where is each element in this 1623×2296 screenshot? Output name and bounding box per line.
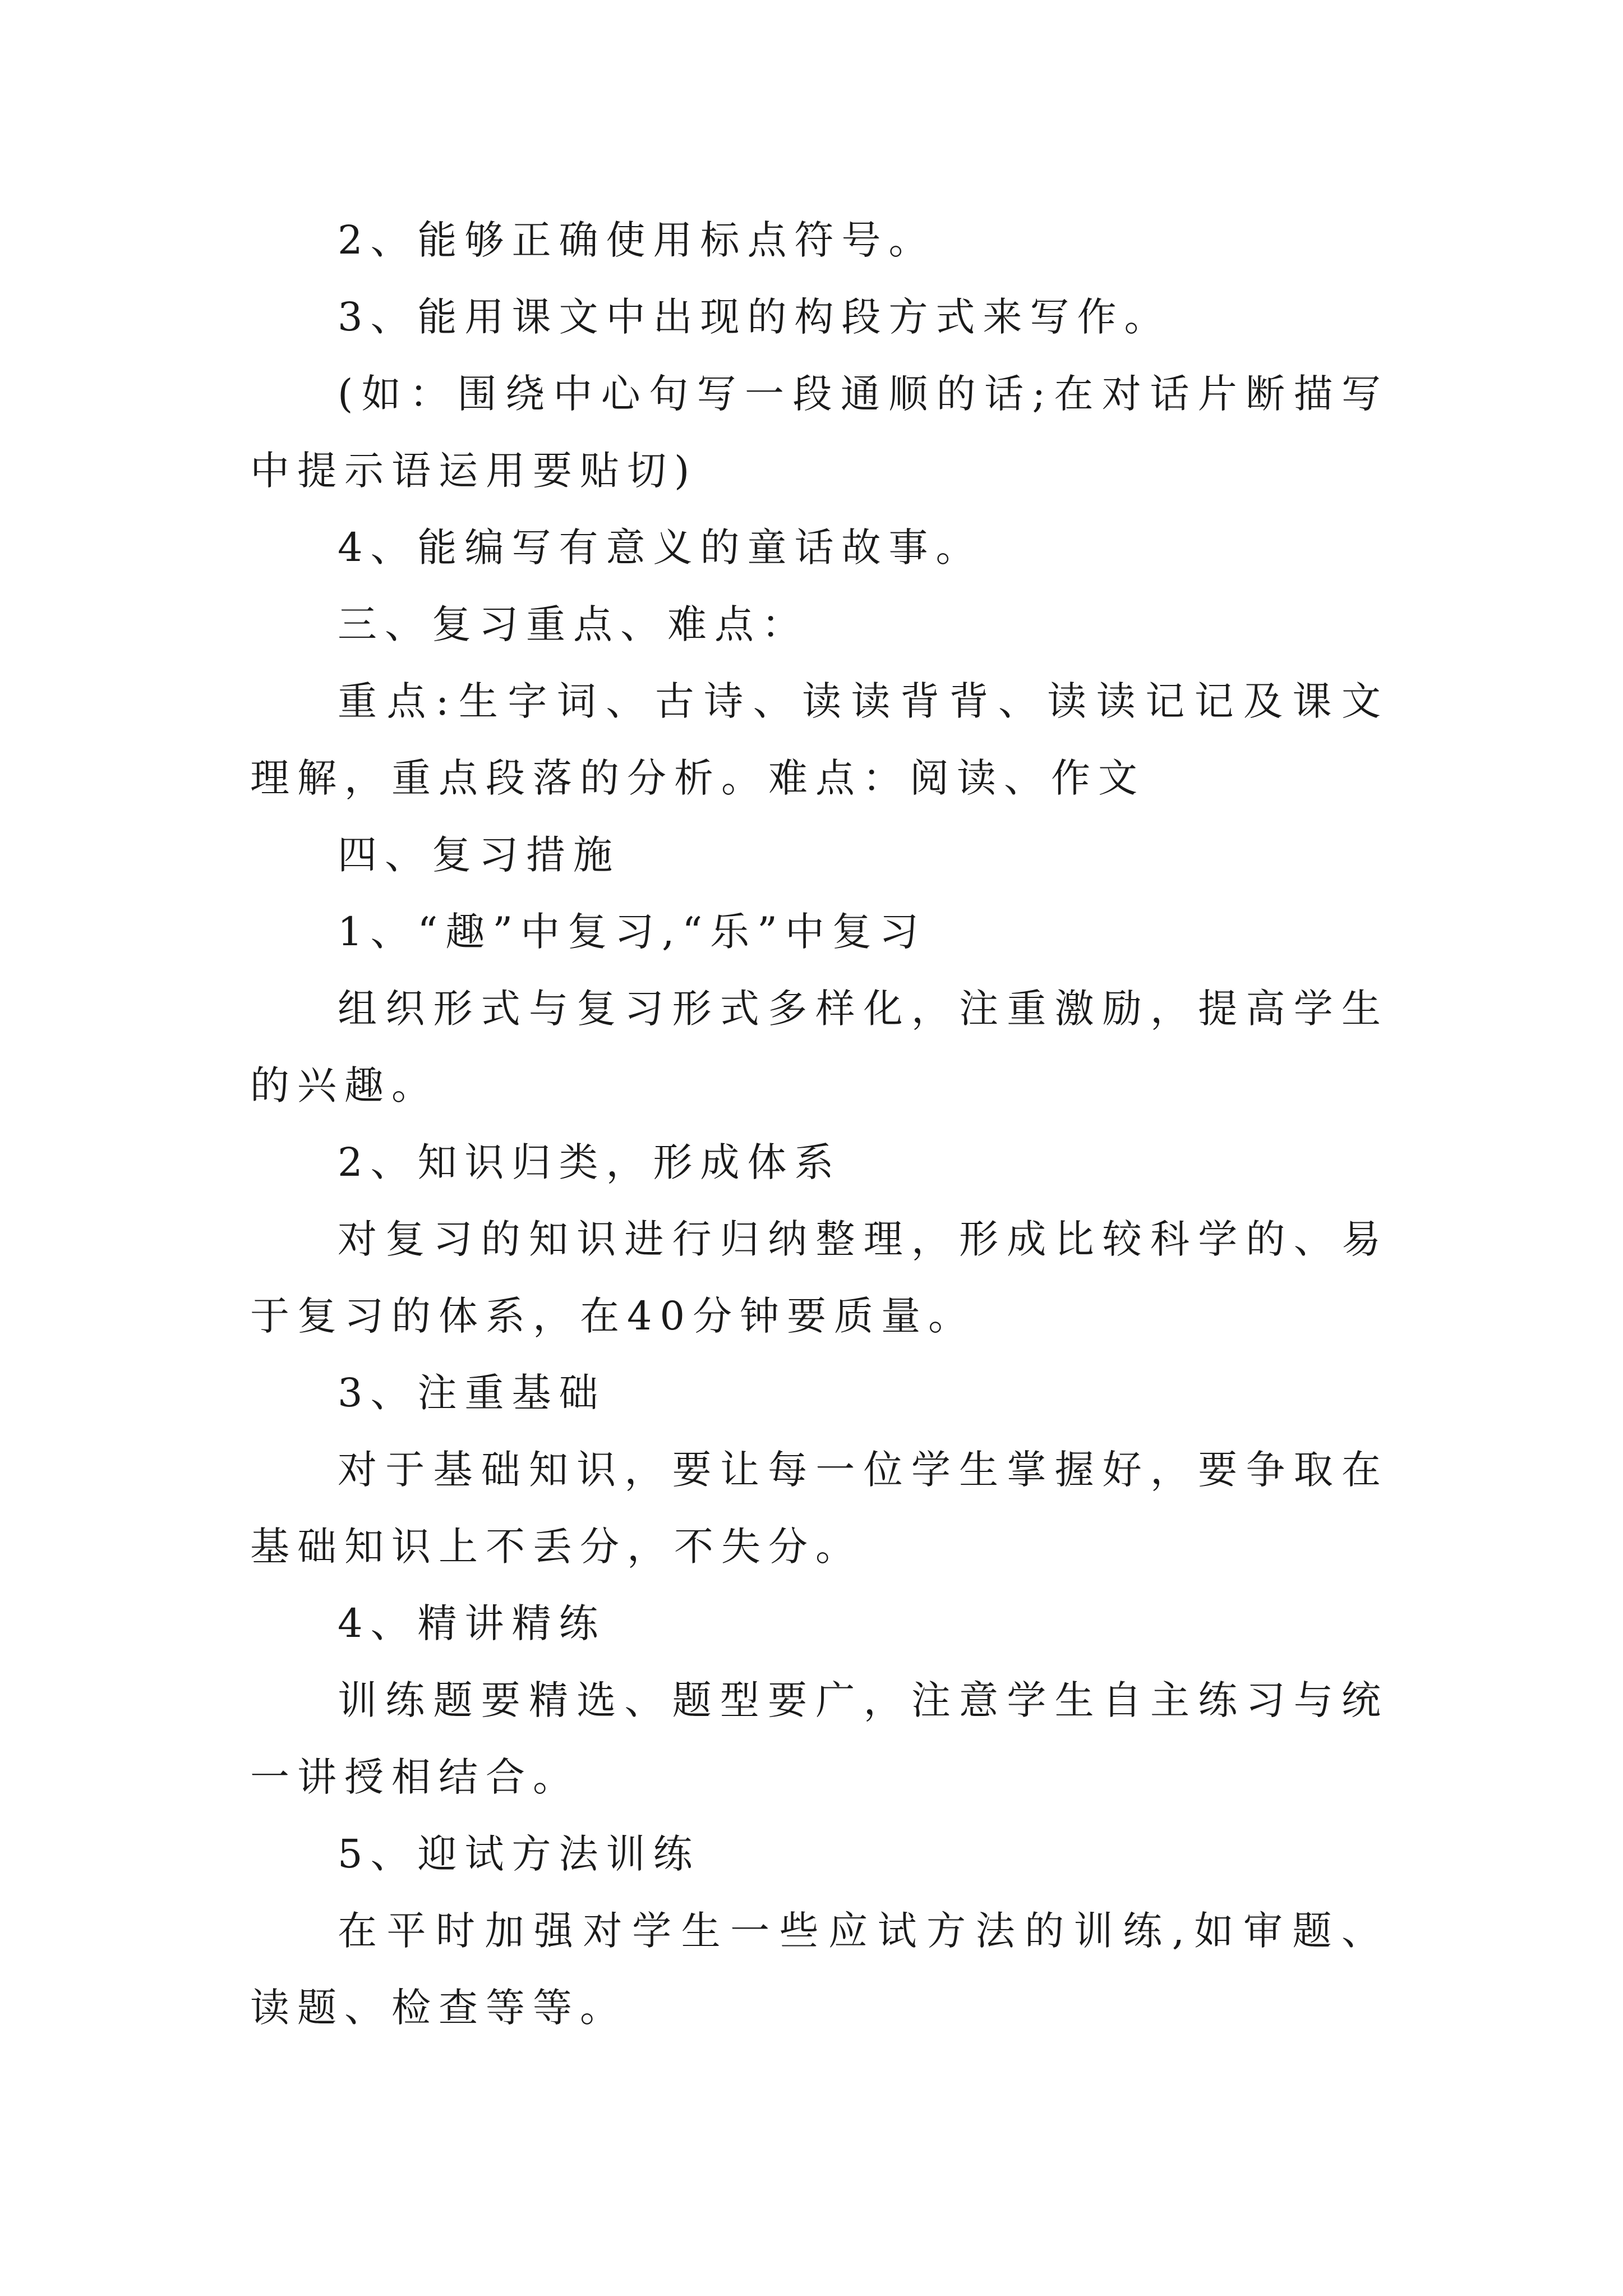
paragraph-example-note: (如：围绕中心句写一段通顺的话;在对话片断描写中提示语运用要贴切) [250,371,1389,494]
measure-heading-5: 5、迎试方法训练 [338,1831,700,1877]
section-heading-key-points: 三、复习重点、难点： [338,601,809,647]
measure-text-4: 训练题要精选、题型要广，注意学生自主练习与统一讲授相结合。 [250,1677,1389,1800]
measure-heading-4: 4、精讲精练 [338,1600,606,1646]
paragraph-item-2: 2、能够正确使用标点符号。 [338,217,936,263]
measure-heading-1: 1、“趣”中复习,“乐”中复习 [338,909,926,955]
section-heading-measures: 四、复习措施 [338,832,620,878]
measure-text-2: 对复习的知识进行归纳整理，形成比较科学的、易于复习的体系，在40分钟要质量。 [250,1216,1389,1339]
measure-heading-3: 3、注重基础 [338,1370,606,1416]
paragraph-item-4: 4、能编写有意义的童话故事。 [338,524,983,570]
paragraph-item-3: 3、能用课文中出现的构段方式来写作。 [338,294,1172,340]
measure-text-1: 组织形式与复习形式多样化，注重激励，提高学生的兴趣。 [250,986,1389,1108]
measure-heading-2: 2、知识归类，形成体系 [338,1139,842,1185]
document-body [250,202,1389,2046]
measure-text-3: 对于基础知识，要让每一位学生掌握好，要争取在基础知识上不丢分，不失分。 [250,1447,1389,1570]
paragraph-key-points: 重点:生字词、古诗、读读背背、读读记记及课文理解，重点段落的分析。难点：阅读、作文 [250,678,1389,801]
measure-text-5: 在平时加强对学生一些应试方法的训练,如审题、读题、检查等等。 [250,1908,1389,2031]
